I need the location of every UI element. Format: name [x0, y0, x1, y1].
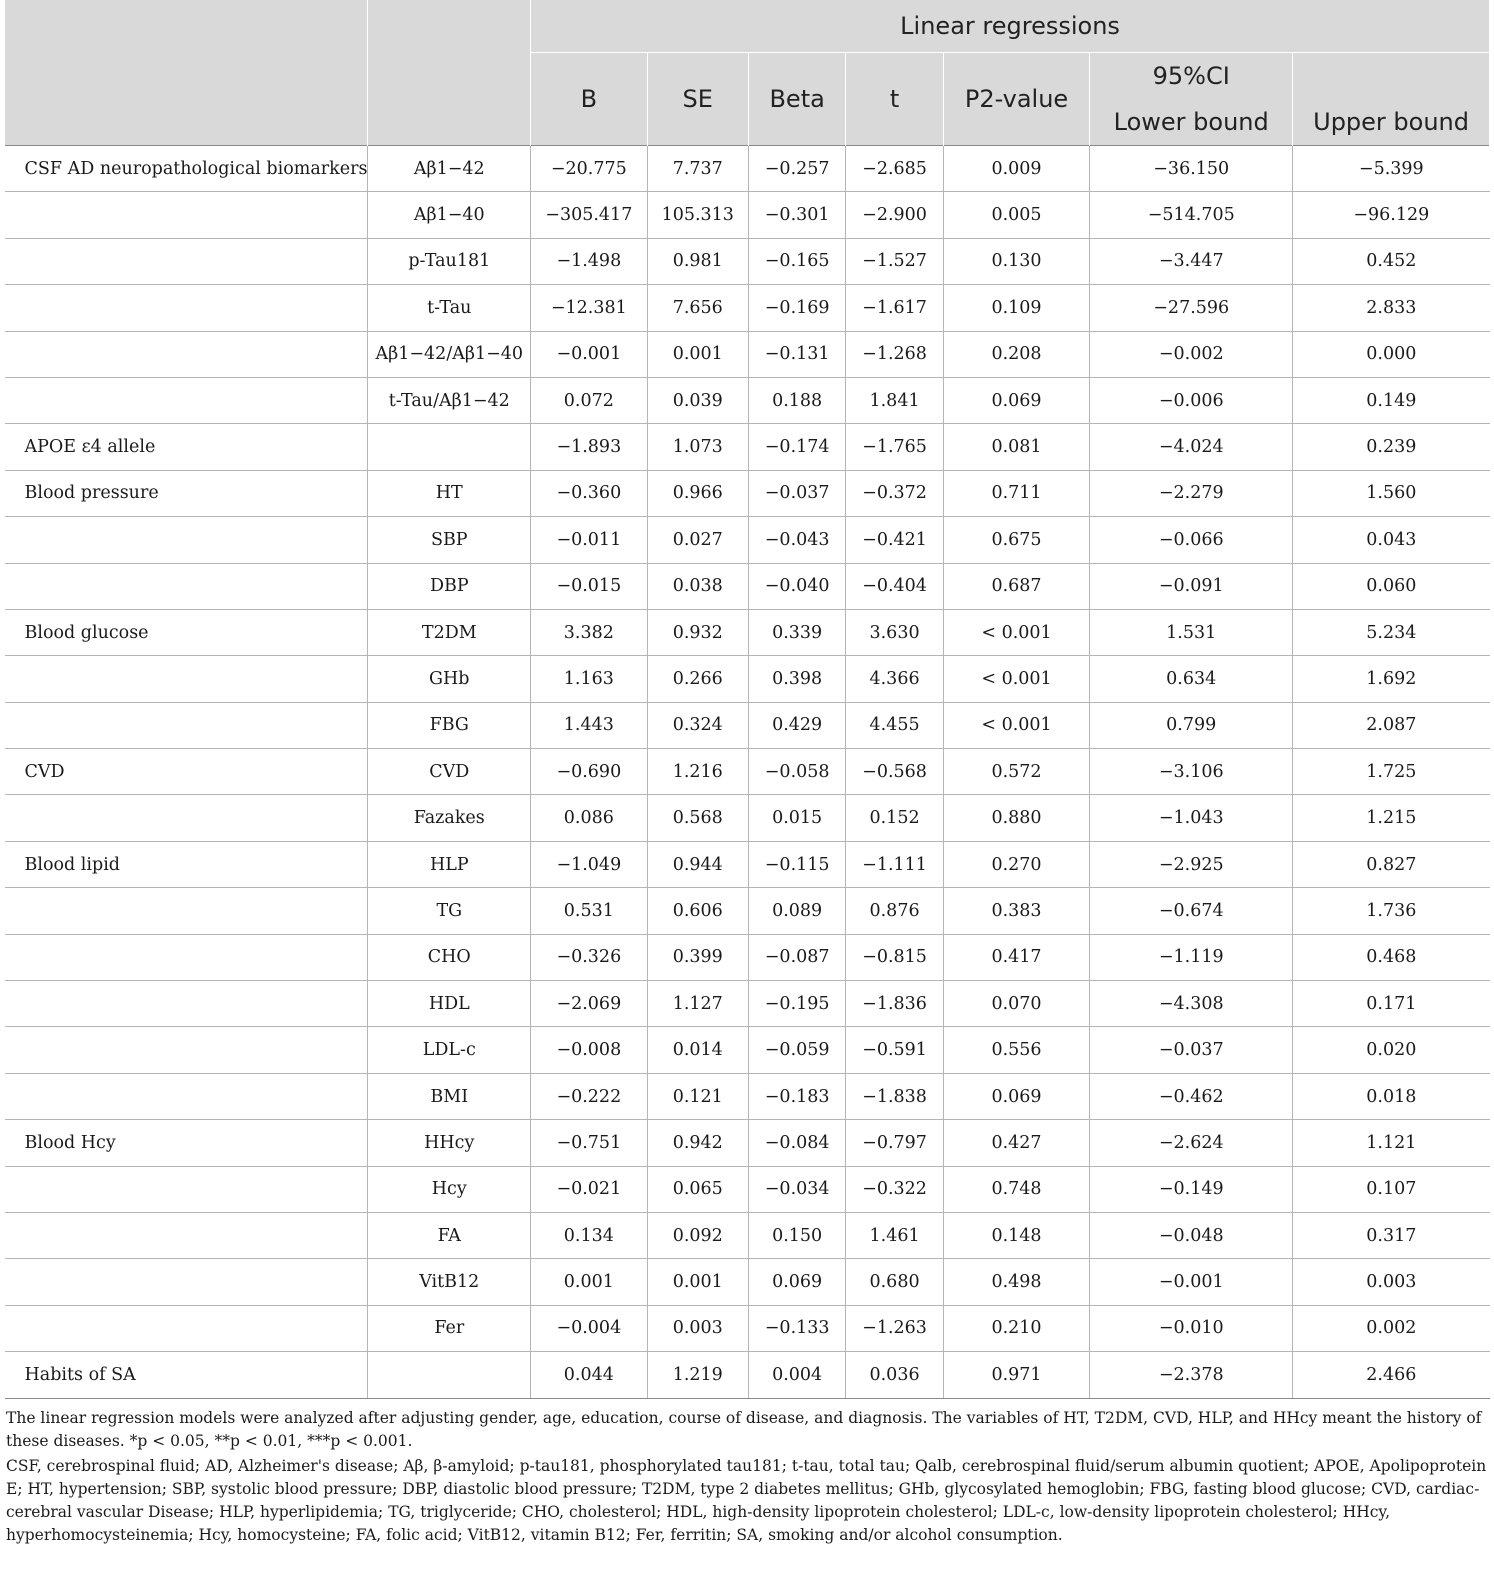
cell-beta: −0.301: [748, 192, 845, 238]
cell-p2-value: 0.109: [943, 285, 1090, 331]
footnote-adjustment: The linear regression models were analyzed after adjusting gender, age, education, course of disease, and diagnosis. The variables of HT, T2DM, CVD, HLP, and HHcy meant the history of these diseases. *p < 0.05, **p < 0.01, ***p < 0.001.: [6, 1408, 1482, 1450]
cell-p2-value: 0.675: [943, 517, 1090, 563]
cell-beta: 0.004: [748, 1352, 845, 1398]
cell-upper-bound: −96.129: [1293, 192, 1490, 238]
cell-se: 1.216: [647, 749, 748, 795]
cell-t: −1.527: [846, 238, 943, 284]
cell-variable: t-Tau/Aβ1−42: [368, 377, 531, 423]
cell-variable: T2DM: [368, 609, 531, 655]
table-row: [5, 841, 1490, 887]
cell-se: 0.324: [647, 702, 748, 748]
cell-lower-bound: −2.279: [1090, 470, 1293, 516]
cell-beta: −0.084: [748, 1120, 845, 1166]
cell-b: −20.775: [531, 146, 647, 192]
cell-b: 0.001: [531, 1259, 647, 1305]
cell-beta: −0.257: [748, 146, 845, 192]
cell-p2-value: 0.711: [943, 470, 1090, 516]
table-row: [5, 1027, 1490, 1073]
header-t: t: [846, 53, 943, 146]
cell-beta: 0.339: [748, 609, 845, 655]
table-row: [5, 1166, 1490, 1212]
cell-b: 0.044: [531, 1352, 647, 1398]
cell-p2-value: 0.081: [943, 424, 1090, 470]
table-row: [5, 888, 1490, 934]
table-row: [5, 238, 1490, 284]
cell-p2-value: 0.498: [943, 1259, 1090, 1305]
table-row: [5, 424, 1490, 470]
cell-upper-bound: 0.239: [1293, 424, 1490, 470]
cell-beta: −0.037: [748, 470, 845, 516]
cell-variable: Fazakes: [368, 795, 531, 841]
cell-t: −1.263: [846, 1305, 943, 1351]
cell-beta: −0.133: [748, 1305, 845, 1351]
cell-lower-bound: −1.043: [1090, 795, 1293, 841]
cell-se: 0.942: [647, 1120, 748, 1166]
cell-upper-bound: 0.018: [1293, 1073, 1490, 1119]
cell-b: −0.011: [531, 517, 647, 563]
header-p2-value: P2-value: [943, 53, 1090, 146]
cell-t: −0.568: [846, 749, 943, 795]
cell-group: [5, 285, 368, 331]
cell-se: 0.568: [647, 795, 748, 841]
cell-group: CSF AD neuropathological biomarkers: [5, 146, 368, 192]
cell-upper-bound: 0.020: [1293, 1027, 1490, 1073]
cell-lower-bound: −2.925: [1090, 841, 1293, 887]
cell-t: −2.685: [846, 146, 943, 192]
cell-upper-bound: 2.466: [1293, 1352, 1490, 1398]
cell-variable: CHO: [368, 934, 531, 980]
header-b: B: [531, 53, 647, 146]
cell-t: −1.111: [846, 841, 943, 887]
cell-b: −0.751: [531, 1120, 647, 1166]
cell-b: 0.072: [531, 377, 647, 423]
cell-beta: −0.087: [748, 934, 845, 980]
cell-t: −0.797: [846, 1120, 943, 1166]
cell-lower-bound: −0.674: [1090, 888, 1293, 934]
cell-upper-bound: 1.121: [1293, 1120, 1490, 1166]
cell-p2-value: 0.383: [943, 888, 1090, 934]
cell-variable: TG: [368, 888, 531, 934]
cell-beta: 0.089: [748, 888, 845, 934]
cell-b: −0.015: [531, 563, 647, 609]
cell-b: 1.163: [531, 656, 647, 702]
cell-beta: −0.169: [748, 285, 845, 331]
cell-p2-value: 0.971: [943, 1352, 1090, 1398]
cell-se: 0.399: [647, 934, 748, 980]
cell-upper-bound: 1.736: [1293, 888, 1490, 934]
cell-t: 0.152: [846, 795, 943, 841]
cell-t: −2.900: [846, 192, 943, 238]
cell-variable: Aβ1−40: [368, 192, 531, 238]
cell-upper-bound: 1.725: [1293, 749, 1490, 795]
cell-beta: −0.195: [748, 981, 845, 1027]
cell-se: 0.003: [647, 1305, 748, 1351]
cell-lower-bound: −0.462: [1090, 1073, 1293, 1119]
cell-lower-bound: −0.037: [1090, 1027, 1293, 1073]
table-row: [5, 563, 1490, 609]
cell-t: −0.421: [846, 517, 943, 563]
table-row: [5, 934, 1490, 980]
cell-variable: Aβ1−42/Aβ1−40: [368, 331, 531, 377]
cell-group: [5, 981, 368, 1027]
cell-upper-bound: 0.043: [1293, 517, 1490, 563]
cell-se: 1.219: [647, 1352, 748, 1398]
cell-upper-bound: 2.087: [1293, 702, 1490, 748]
cell-variable: Aβ1−42: [368, 146, 531, 192]
cell-beta: −0.131: [748, 331, 845, 377]
cell-beta: 0.150: [748, 1212, 845, 1258]
cell-lower-bound: −0.048: [1090, 1212, 1293, 1258]
cell-p2-value: 0.208: [943, 331, 1090, 377]
cell-b: −2.069: [531, 981, 647, 1027]
cell-variable: BMI: [368, 1073, 531, 1119]
cell-t: 1.461: [846, 1212, 943, 1258]
table-row: [5, 1212, 1490, 1258]
cell-variable: CVD: [368, 749, 531, 795]
cell-beta: −0.115: [748, 841, 845, 887]
cell-se: 7.737: [647, 146, 748, 192]
cell-se: 105.313: [647, 192, 748, 238]
cell-lower-bound: −2.624: [1090, 1120, 1293, 1166]
cell-group: [5, 238, 368, 284]
cell-group: Habits of SA: [5, 1352, 368, 1398]
cell-group: Blood pressure: [5, 470, 368, 516]
cell-b: 0.086: [531, 795, 647, 841]
table-row: [5, 981, 1490, 1027]
cell-variable: p-Tau181: [368, 238, 531, 284]
table-row: [5, 285, 1490, 331]
cell-upper-bound: −5.399: [1293, 146, 1490, 192]
cell-upper-bound: 0.827: [1293, 841, 1490, 887]
cell-lower-bound: −3.447: [1090, 238, 1293, 284]
cell-se: 1.073: [647, 424, 748, 470]
cell-variable: HT: [368, 470, 531, 516]
cell-se: 0.606: [647, 888, 748, 934]
cell-lower-bound: −514.705: [1090, 192, 1293, 238]
cell-upper-bound: 0.171: [1293, 981, 1490, 1027]
cell-variable: HLP: [368, 841, 531, 887]
cell-upper-bound: 0.107: [1293, 1166, 1490, 1212]
cell-beta: 0.188: [748, 377, 845, 423]
cell-group: [5, 1166, 368, 1212]
table-row: [5, 470, 1490, 516]
cell-se: 0.001: [647, 1259, 748, 1305]
cell-se: 0.966: [647, 470, 748, 516]
cell-b: −0.326: [531, 934, 647, 980]
cell-upper-bound: 1.692: [1293, 656, 1490, 702]
cell-variable: SBP: [368, 517, 531, 563]
cell-t: 0.036: [846, 1352, 943, 1398]
cell-b: −12.381: [531, 285, 647, 331]
cell-group: [5, 702, 368, 748]
cell-lower-bound: 0.799: [1090, 702, 1293, 748]
cell-upper-bound: 5.234: [1293, 609, 1490, 655]
table-row: [5, 1352, 1490, 1398]
cell-p2-value: 0.270: [943, 841, 1090, 887]
cell-p2-value: 0.556: [943, 1027, 1090, 1073]
cell-t: 0.876: [846, 888, 943, 934]
cell-lower-bound: −3.106: [1090, 749, 1293, 795]
cell-variable: FA: [368, 1212, 531, 1258]
cell-lower-bound: 1.531: [1090, 609, 1293, 655]
cell-group: [5, 1212, 368, 1258]
cell-b: 0.531: [531, 888, 647, 934]
cell-se: 0.092: [647, 1212, 748, 1258]
cell-variable: LDL-c: [368, 1027, 531, 1073]
cell-se: 0.027: [647, 517, 748, 563]
cell-upper-bound: 2.833: [1293, 285, 1490, 331]
cell-group: CVD: [5, 749, 368, 795]
cell-variable: [368, 1352, 531, 1398]
cell-se: 1.127: [647, 981, 748, 1027]
cell-beta: −0.034: [748, 1166, 845, 1212]
table-row: [5, 1073, 1490, 1119]
cell-p2-value: 0.880: [943, 795, 1090, 841]
cell-variable: HHcy: [368, 1120, 531, 1166]
table-row: [5, 192, 1490, 238]
cell-p2-value: < 0.001: [943, 702, 1090, 748]
cell-variable: GHb: [368, 656, 531, 702]
cell-lower-bound: −0.091: [1090, 563, 1293, 609]
cell-group: [5, 888, 368, 934]
cell-lower-bound: −0.002: [1090, 331, 1293, 377]
cell-upper-bound: 0.003: [1293, 1259, 1490, 1305]
cell-p2-value: 0.148: [943, 1212, 1090, 1258]
cell-p2-value: 0.748: [943, 1166, 1090, 1212]
header-95ci-spacer: [1293, 53, 1490, 100]
cell-group: [5, 795, 368, 841]
cell-se: 0.981: [647, 238, 748, 284]
header-empty-variable: [368, 0, 531, 146]
table-row: [5, 377, 1490, 423]
cell-se: 0.266: [647, 656, 748, 702]
cell-t: −0.815: [846, 934, 943, 980]
cell-upper-bound: 1.560: [1293, 470, 1490, 516]
cell-se: 0.014: [647, 1027, 748, 1073]
cell-beta: −0.174: [748, 424, 845, 470]
cell-group: [5, 192, 368, 238]
cell-t: −1.617: [846, 285, 943, 331]
cell-t: −1.765: [846, 424, 943, 470]
table-row: [5, 1120, 1490, 1166]
cell-variable: FBG: [368, 702, 531, 748]
cell-group: [5, 1305, 368, 1351]
cell-beta: −0.043: [748, 517, 845, 563]
header-linear-regressions: Linear regressions: [531, 0, 1490, 53]
cell-group: [5, 517, 368, 563]
cell-variable: Hcy: [368, 1166, 531, 1212]
cell-p2-value: < 0.001: [943, 609, 1090, 655]
table-row: [5, 702, 1490, 748]
cell-group: [5, 1027, 368, 1073]
cell-group: [5, 656, 368, 702]
cell-se: 0.038: [647, 563, 748, 609]
cell-lower-bound: −4.308: [1090, 981, 1293, 1027]
cell-b: 0.134: [531, 1212, 647, 1258]
cell-se: 7.656: [647, 285, 748, 331]
header-beta: Beta: [748, 53, 845, 146]
cell-variable: Fer: [368, 1305, 531, 1351]
cell-group: [5, 1259, 368, 1305]
table-row: [5, 795, 1490, 841]
cell-upper-bound: 0.000: [1293, 331, 1490, 377]
cell-p2-value: 0.687: [943, 563, 1090, 609]
cell-b: −1.498: [531, 238, 647, 284]
cell-upper-bound: 0.149: [1293, 377, 1490, 423]
cell-p2-value: 0.009: [943, 146, 1090, 192]
table-row: [5, 1259, 1490, 1305]
cell-variable: DBP: [368, 563, 531, 609]
cell-t: −0.372: [846, 470, 943, 516]
table-row: [5, 749, 1490, 795]
cell-t: 4.455: [846, 702, 943, 748]
cell-beta: 0.015: [748, 795, 845, 841]
cell-t: 1.841: [846, 377, 943, 423]
header-se: SE: [647, 53, 748, 146]
cell-se: 0.121: [647, 1073, 748, 1119]
cell-lower-bound: −0.006: [1090, 377, 1293, 423]
cell-upper-bound: 0.002: [1293, 1305, 1490, 1351]
cell-se: 0.065: [647, 1166, 748, 1212]
cell-beta: −0.165: [748, 238, 845, 284]
table-row: [5, 1305, 1490, 1351]
cell-b: −1.893: [531, 424, 647, 470]
header-upper-bound: Upper bound: [1293, 99, 1490, 146]
cell-t: −0.591: [846, 1027, 943, 1073]
cell-b: −0.222: [531, 1073, 647, 1119]
table-row: [5, 656, 1490, 702]
header-lower-bound: Lower bound: [1090, 99, 1293, 146]
cell-t: −0.404: [846, 563, 943, 609]
cell-t: 0.680: [846, 1259, 943, 1305]
cell-p2-value: 0.069: [943, 1073, 1090, 1119]
cell-variable: t-Tau: [368, 285, 531, 331]
cell-p2-value: 0.572: [943, 749, 1090, 795]
cell-group: [5, 331, 368, 377]
cell-beta: −0.183: [748, 1073, 845, 1119]
cell-p2-value: 0.417: [943, 934, 1090, 980]
cell-b: 3.382: [531, 609, 647, 655]
cell-upper-bound: 1.215: [1293, 795, 1490, 841]
cell-se: 0.944: [647, 841, 748, 887]
cell-variable: VitB12: [368, 1259, 531, 1305]
table-body: [5, 146, 1490, 1399]
cell-b: −305.417: [531, 192, 647, 238]
cell-lower-bound: −1.119: [1090, 934, 1293, 980]
footnote-abbreviations: CSF, cerebrospinal fluid; AD, Alzheimer's disease; Aβ, β-amyloid; p-tau181, phosphorylated tau181; t-tau, total tau; Qalb, cerebrospinal fluid/serum albumin quotient; APOE, Apolipoprotein E; HT, hypertension; SBP, systolic blood pressure; DBP, diastolic blood pressure; T2DM, type 2 diabetes mellitus; GHb, glycosylated hemoglobin; FBG, fasting blood glucose; CVD, cardiac-cerebral vascular Disease; HLP, hyperlipidemia; TG, triglyceride; CHO, cholesterol; HDL, high-density lipoprotein cholesterol; LDL-c, low-density lipoprotein cholesterol; HHcy, hyperhomocysteinemia; Hcy, homocysteine; FA, folic acid; VitB12, vitamin B12; Fer, ferritin; SA, smoking and/or alcohol consumption.: [6, 1456, 1487, 1544]
regression-table: [4, 0, 1490, 1399]
table-row: [5, 146, 1490, 192]
cell-lower-bound: −0.001: [1090, 1259, 1293, 1305]
cell-se: 0.932: [647, 609, 748, 655]
cell-lower-bound: −0.010: [1090, 1305, 1293, 1351]
cell-p2-value: < 0.001: [943, 656, 1090, 702]
cell-se: 0.039: [647, 377, 748, 423]
cell-lower-bound: −4.024: [1090, 424, 1293, 470]
cell-beta: −0.040: [748, 563, 845, 609]
cell-beta: 0.429: [748, 702, 845, 748]
cell-p2-value: 0.070: [943, 981, 1090, 1027]
cell-b: −1.049: [531, 841, 647, 887]
table-header: [5, 0, 1490, 146]
cell-group: [5, 1073, 368, 1119]
cell-t: 3.630: [846, 609, 943, 655]
table-footnotes: [4, 1399, 1494, 1547]
cell-p2-value: 0.427: [943, 1120, 1090, 1166]
cell-group: [5, 934, 368, 980]
cell-beta: 0.069: [748, 1259, 845, 1305]
cell-upper-bound: 0.468: [1293, 934, 1490, 980]
cell-beta: −0.058: [748, 749, 845, 795]
cell-b: −0.001: [531, 331, 647, 377]
cell-lower-bound: 0.634: [1090, 656, 1293, 702]
cell-group: APOE ε4 allele: [5, 424, 368, 470]
header-95ci: 95%CI: [1090, 53, 1293, 100]
cell-variable: [368, 424, 531, 470]
cell-b: 1.443: [531, 702, 647, 748]
cell-p2-value: 0.130: [943, 238, 1090, 284]
table-container: [4, 0, 1494, 1547]
cell-b: −0.690: [531, 749, 647, 795]
cell-group: [5, 377, 368, 423]
cell-b: −0.004: [531, 1305, 647, 1351]
cell-group: Blood glucose: [5, 609, 368, 655]
cell-upper-bound: 0.060: [1293, 563, 1490, 609]
cell-lower-bound: −0.149: [1090, 1166, 1293, 1212]
cell-upper-bound: 0.452: [1293, 238, 1490, 284]
cell-upper-bound: 0.317: [1293, 1212, 1490, 1258]
cell-group: Blood lipid: [5, 841, 368, 887]
cell-t: 4.366: [846, 656, 943, 702]
cell-p2-value: 0.210: [943, 1305, 1090, 1351]
cell-lower-bound: −2.378: [1090, 1352, 1293, 1398]
cell-b: −0.008: [531, 1027, 647, 1073]
cell-t: −1.838: [846, 1073, 943, 1119]
cell-p2-value: 0.069: [943, 377, 1090, 423]
cell-t: −1.836: [846, 981, 943, 1027]
cell-beta: −0.059: [748, 1027, 845, 1073]
cell-t: −1.268: [846, 331, 943, 377]
cell-p2-value: 0.005: [943, 192, 1090, 238]
cell-t: −0.322: [846, 1166, 943, 1212]
cell-beta: 0.398: [748, 656, 845, 702]
cell-lower-bound: −27.596: [1090, 285, 1293, 331]
cell-variable: HDL: [368, 981, 531, 1027]
cell-b: −0.021: [531, 1166, 647, 1212]
cell-lower-bound: −0.066: [1090, 517, 1293, 563]
header-empty-group: [5, 0, 368, 146]
table-row: [5, 517, 1490, 563]
table-row: [5, 609, 1490, 655]
cell-lower-bound: −36.150: [1090, 146, 1293, 192]
cell-b: −0.360: [531, 470, 647, 516]
table-row: [5, 331, 1490, 377]
cell-group: Blood Hcy: [5, 1120, 368, 1166]
cell-se: 0.001: [647, 331, 748, 377]
cell-group: [5, 563, 368, 609]
